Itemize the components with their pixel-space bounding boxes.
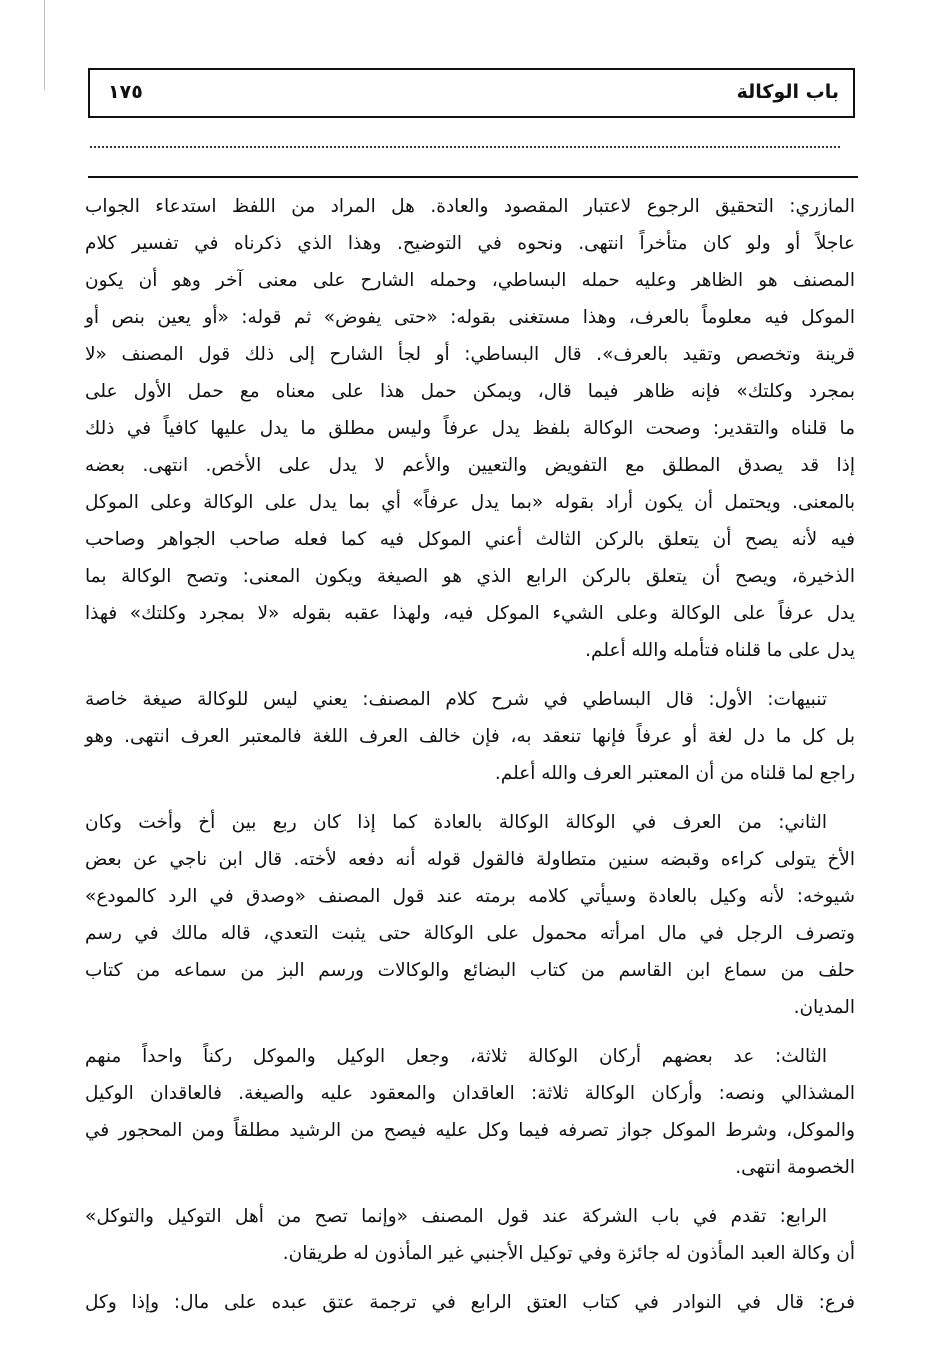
text-line: فرع: قال في النوادر في كتاب العتق الرابع في ترجمة عتق عبده على مال: وإذا وكل [85,1292,855,1313]
running-title: باب الوكالة [736,81,839,103]
paragraph-tanbihat-2 [85,804,855,1026]
text-line: الذخيرة، ويصح أن يتعلق بالركن الرابع الذي هو الصيغة ويكون المعنى: وتصح الوكالة بما [85,566,855,587]
text-line: إذا قد يصدق المطلق مع التفويض والتعيين والأعم لا يدل على الأخص. انتهى. بعضه [85,455,855,476]
page-header [88,68,855,118]
text-line: وتصرف الرجل في مال امرأته محمول على الوكالة حتى يثبت التعدي، قاله مالك في رسم [85,923,855,944]
text-line: شيوخه: لأنه وكيل بالعادة وسيأتي كلامه برمته عند قول المصنف «وصدق في الرد كالمودع» [85,886,855,907]
text-line: المديان. [793,997,855,1018]
text-line: المازري: التحقيق الرجوع لاعتبار المقصود والعادة. هل المراد من اللفظ استدعاء الجواب [85,196,855,217]
text-line: راجع لما قلناه من أن المعتبر العرف والله أعلم. [494,763,855,784]
text-line: والموكل، وشرط الموكل جواز تصرفه فيما وكل عليه فيصح من الرشيد مطلقاً ومن المحجور في [85,1120,855,1141]
text-line: يدل على ما قلناه فتأمله والله أعلم. [585,640,855,661]
text-line: فيه لأنه يصح أن يتعلق بالركن الثالث أعني الموكل فيه كما فعله صاحب الجواهر وصاحب [85,529,855,550]
text-line: قرينة وتخصص وتقيد بالعرف». قال البساطي: أو لجأ الشارح إلى ذلك قول المصنف «لا [85,344,855,365]
text-line: حلف من سماع ابن القاسم من كتاب البضائع والوكالات ورسم البز من سماعه من كتاب [85,960,855,981]
text-line: الأخ يتولى كراءه وقبضه سنين متطاولة فالقول قوله أنه دفعه لأخته. قال ابن ناجي عن بعض [85,849,855,870]
text-line: يدل عرفاً على الوكالة وعلى الشيء الموكل فيه، ولهذا عقبه بقوله «لا بمجرد وكلتك» فهذا [85,603,855,624]
text-line: بالمعنى. ويحتمل أن يكون أراد بقوله «بما يدل عرفاً» أي بما يدل على الوكالة وعلى الموكل [85,492,855,513]
dotted-separator [90,146,840,148]
paragraph-1 [85,188,855,669]
text-line: المصنف هو الظاهر وعليه حمله البساطي، وحمله الشارح على معنى آخر وهو أن يكون [85,270,855,291]
page-body [85,188,855,1333]
paragraph-far [85,1284,855,1321]
paragraph-tanbihat-1 [85,681,855,792]
header-rule [88,176,858,178]
text-line: بل كل ما دل لغة أو عرفاً فإنها تنعقد به، فإن خالف العرف اللغة فالمعتبر العرف انتهى. وهو [85,726,855,747]
page-number: ١٧٥ [108,81,143,103]
text-line: الثالث: عد بعضهم أركان الوكالة ثلاثة، وجعل الوكيل والموكل ركناً واحداً منهم [85,1046,827,1067]
text-line: ما قلناه والتقدير: وصحت الوكالة بلفظ يدل عرفاً وليس مطلق ما يدل عليها كافياً في ذلك [85,418,855,439]
text-line: المشذالي ونصه: وأركان الوكالة ثلاثة: العاقدان والمعقود عليه والصيغة. فالعاقدان الوكيل [85,1083,855,1104]
text-line: تنبيهات: الأول: قال البساطي في شرح كلام المصنف: يعني ليس للوكالة صيغة خاصة [85,689,827,710]
text-line: الثاني: من العرف في الوكالة الوكالة بالعادة كما إذا كان ربع بين أخ وأخت وكان [85,812,827,833]
text-line: بمجرد وكلتك» فإنه ظاهر فيما قال، ويمكن حمل هذا على معناه مع حمل الأول على [85,381,855,402]
text-line: الخصومة انتهى. [735,1157,855,1178]
scan-artifact [44,0,45,90]
paragraph-tanbihat-4 [85,1198,855,1272]
text-line: الموكل فيه معلوماً بالعرف، وهذا مستغنى بقوله: «حتى يفوض» ثم قوله: «أو يعين بنص أو [85,307,855,328]
text-line: عاجلاً أو ولو كان متأخراً انتهى. ونحوه في التوضيح. وهذا الذي ذكرناه في تفسير كلام [85,233,855,254]
text-line: أن وكالة العبد المأذون له جائزة وفي توكيل الأجنبي غير المأذون له طريقان. [282,1243,855,1264]
text-line: الرابع: تقدم في باب الشركة عند قول المصنف «وإنما تصح من أهل التوكيل والتوكل» [85,1206,827,1227]
paragraph-tanbihat-3 [85,1038,855,1186]
